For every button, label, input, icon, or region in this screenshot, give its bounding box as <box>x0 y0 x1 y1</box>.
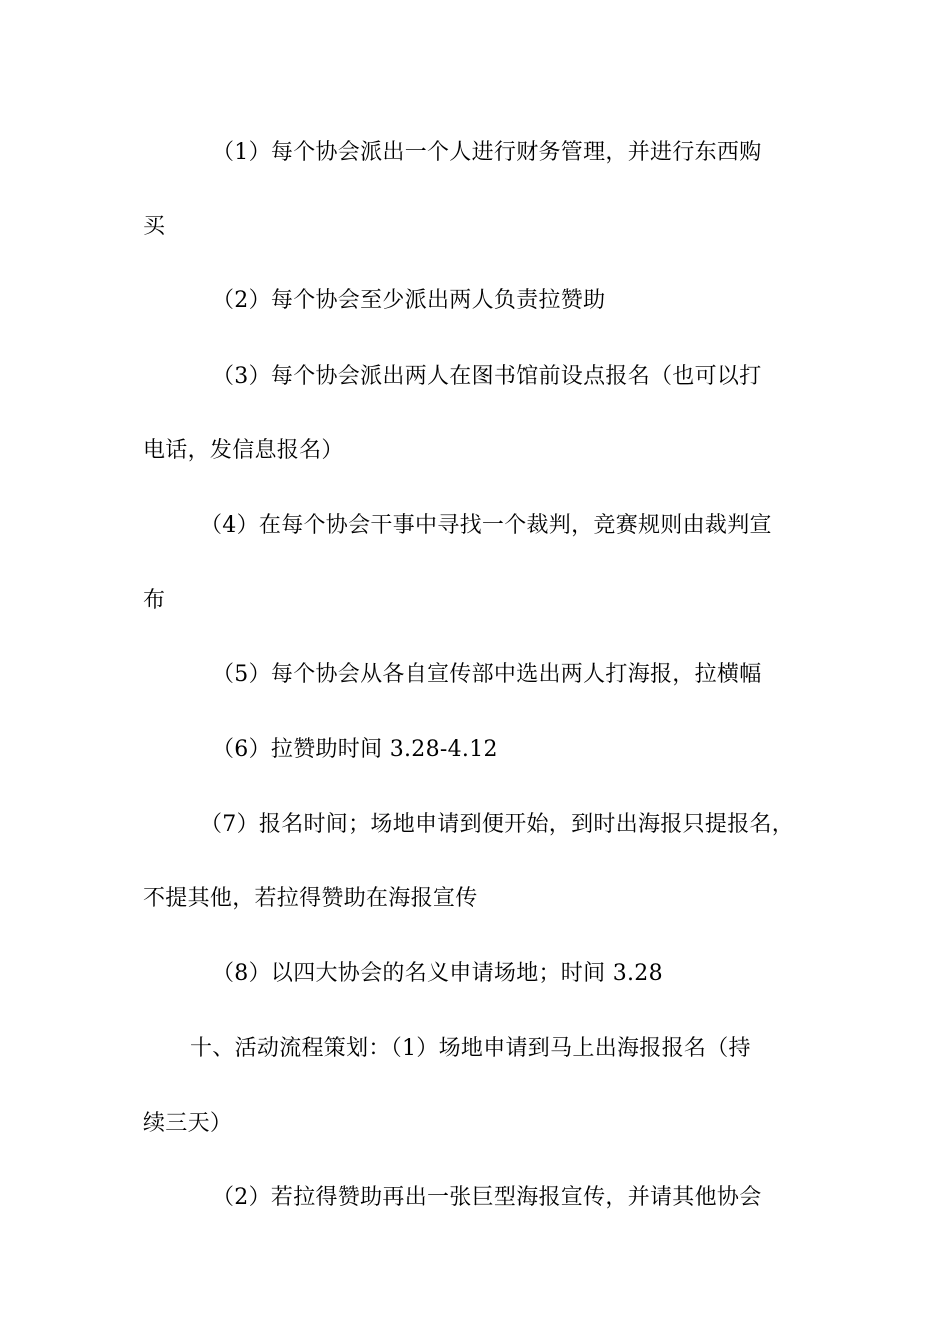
text-line-4: （3）每个协会派出两人在图书馆前设点报名（也可以打 <box>212 364 762 389</box>
text-line-9: （6）拉赞助时间 3.28-4.12 <box>212 737 498 762</box>
text-line-14: 续三天） <box>143 1111 233 1136</box>
text-line-15: （2）若拉得赞助再出一张巨型海报宣传，并请其他协会 <box>212 1185 762 1210</box>
text-line-12: （8）以四大协会的名义申请场地；时间 3.28 <box>212 961 663 986</box>
text-line-3: （2）每个协会至少派出两人负责拉赞助 <box>212 288 606 313</box>
text-line-5: 电话，发信息报名） <box>143 438 344 463</box>
text-line-13: 十、活动流程策划：（1）场地申请到马上出海报报名（持 <box>190 1036 751 1061</box>
text-line-10: （7）报名时间；场地申请到便开始，到时出海报只提报名， <box>200 812 795 837</box>
text-line-6: （4）在每个协会干事中寻找一个裁判，竞赛规则由裁判宣 <box>200 513 772 538</box>
text-line-11: 不提其他，若拉得赞助在海报宣传 <box>143 886 478 911</box>
text-line-7: 布 <box>143 588 166 613</box>
text-line-8: （5）每个协会从各自宣传部中选出两人打海报，拉横幅 <box>212 662 762 687</box>
text-line-2: 买 <box>143 214 166 239</box>
text-line-1: （1）每个协会派出一个人进行财务管理，并进行东西购 <box>212 140 762 165</box>
